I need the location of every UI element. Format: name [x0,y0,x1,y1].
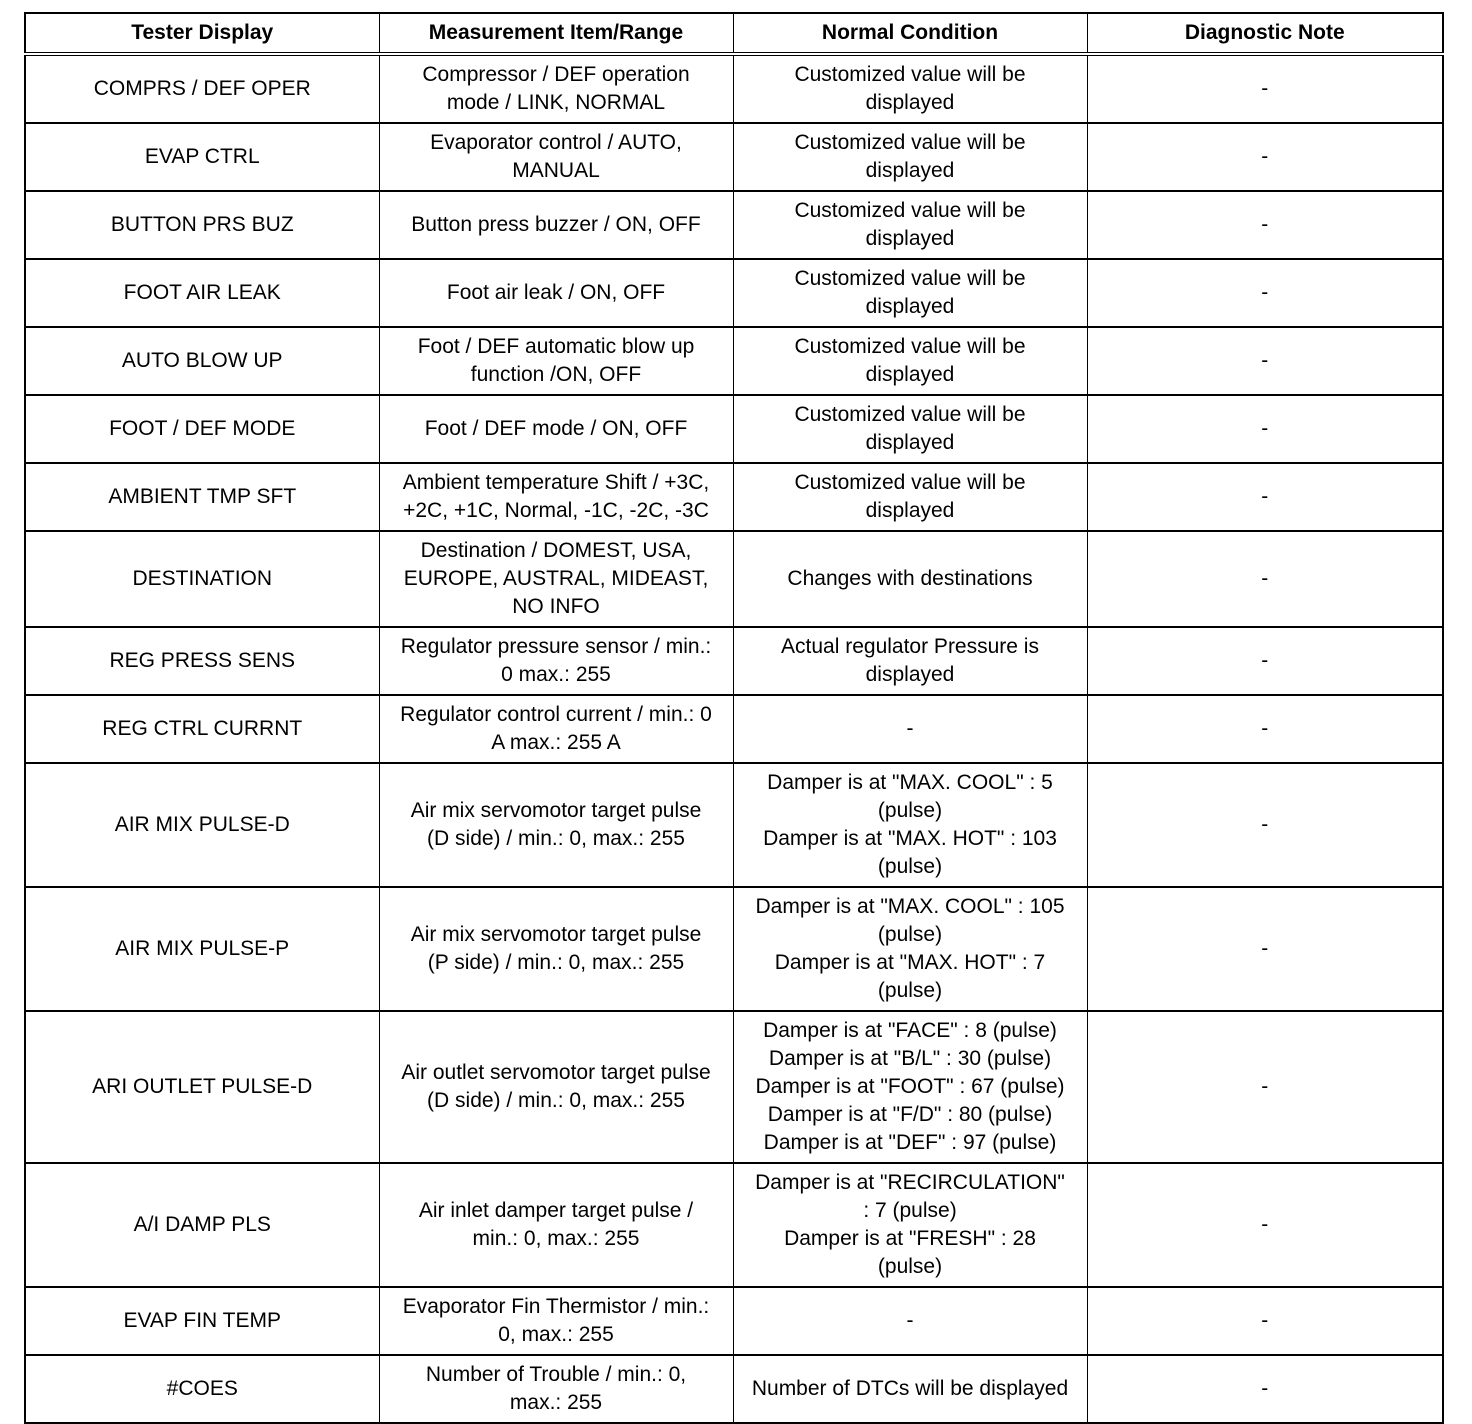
cell-measurement: Compressor / DEF operation mode / LINK, NORMAL [379,54,733,123]
table-row [25,1163,1443,1287]
cell-measurement: Number of Trouble / min.: 0, max.: 255 [379,1355,733,1423]
table-row [25,627,1443,695]
cell-diagnostic-note: - [1087,1355,1443,1423]
cell-tester-display: AUTO BLOW UP [25,327,379,395]
cell-tester-display: AIR MIX PULSE-P [25,887,379,1011]
cell-tester-display: FOOT AIR LEAK [25,259,379,327]
cell-measurement: Destination / DOMEST, USA, EUROPE, AUSTRAL, MIDEAST, NO INFO [379,531,733,627]
table-row [25,763,1443,887]
cell-measurement: Foot air leak / ON, OFF [379,259,733,327]
cell-normal-condition: Customized value will be displayed [733,123,1087,191]
cell-tester-display: BUTTON PRS BUZ [25,191,379,259]
cell-measurement: Evaporator Fin Thermistor / min.: 0, max.: 255 [379,1287,733,1355]
cell-normal-condition: Damper is at "RECIRCULATION" : 7 (pulse) Damper is at "FRESH" : 28 (pulse) [733,1163,1087,1287]
cell-diagnostic-note: - [1087,1011,1443,1163]
cell-normal-condition: Damper is at "MAX. COOL" : 5 (pulse) Damper is at "MAX. HOT" : 103 (pulse) [733,763,1087,887]
header-diagnostic-note: Diagnostic Note [1087,13,1443,54]
header-normal-condition: Normal Condition [733,13,1087,54]
cell-normal-condition: Customized value will be displayed [733,54,1087,123]
cell-diagnostic-note: - [1087,463,1443,531]
header-measurement: Measurement Item/Range [379,13,733,54]
cell-normal-condition: Customized value will be displayed [733,327,1087,395]
cell-normal-condition: Customized value will be displayed [733,191,1087,259]
tester-data-table [24,12,1444,1424]
table-header-row [25,13,1443,54]
cell-diagnostic-note: - [1087,531,1443,627]
cell-measurement: Regulator control current / min.: 0 A max.: 255 A [379,695,733,763]
spec-table-container [24,12,1442,1424]
cell-measurement: Air mix servomotor target pulse (D side) / min.: 0, max.: 255 [379,763,733,887]
table-row [25,887,1443,1011]
table-row [25,327,1443,395]
cell-diagnostic-note: - [1087,887,1443,1011]
cell-measurement: Foot / DEF automatic blow up function /ON, OFF [379,327,733,395]
cell-diagnostic-note: - [1087,1163,1443,1287]
cell-normal-condition: Customized value will be displayed [733,395,1087,463]
cell-tester-display: AMBIENT TMP SFT [25,463,379,531]
cell-measurement: Foot / DEF mode / ON, OFF [379,395,733,463]
cell-tester-display: DESTINATION [25,531,379,627]
cell-diagnostic-note: - [1087,1287,1443,1355]
cell-measurement: Ambient temperature Shift / +3C, +2C, +1C, Normal, -1C, -2C, -3C [379,463,733,531]
cell-normal-condition: - [733,695,1087,763]
cell-tester-display: #COES [25,1355,379,1423]
cell-diagnostic-note: - [1087,123,1443,191]
table-row [25,531,1443,627]
cell-tester-display: AIR MIX PULSE-D [25,763,379,887]
cell-diagnostic-note: - [1087,763,1443,887]
cell-normal-condition: Damper is at "MAX. COOL" : 105 (pulse) Damper is at "MAX. HOT" : 7 (pulse) [733,887,1087,1011]
cell-measurement: Air outlet servomotor target pulse (D side) / min.: 0, max.: 255 [379,1011,733,1163]
cell-measurement: Evaporator control / AUTO, MANUAL [379,123,733,191]
cell-tester-display: FOOT / DEF MODE [25,395,379,463]
cell-tester-display: ARI OUTLET PULSE-D [25,1011,379,1163]
table-row [25,54,1443,123]
cell-tester-display: EVAP FIN TEMP [25,1287,379,1355]
cell-normal-condition: Changes with destinations [733,531,1087,627]
cell-diagnostic-note: - [1087,54,1443,123]
cell-normal-condition: Actual regulator Pressure is displayed [733,627,1087,695]
table-row [25,1355,1443,1423]
table-row [25,1011,1443,1163]
cell-tester-display: A/I DAMP PLS [25,1163,379,1287]
cell-normal-condition: Damper is at "FACE" : 8 (pulse) Damper is at "B/L" : 30 (pulse) Damper is at "FOOT" : 67 (pulse) Damper is at "F/D" : 80 (pulse) Damper is at "DEF" : 97 (pulse) [733,1011,1087,1163]
table-row [25,259,1443,327]
table-row [25,191,1443,259]
table-row [25,123,1443,191]
cell-diagnostic-note: - [1087,259,1443,327]
cell-normal-condition: Customized value will be displayed [733,259,1087,327]
cell-measurement: Button press buzzer / ON, OFF [379,191,733,259]
cell-diagnostic-note: - [1087,395,1443,463]
cell-normal-condition: - [733,1287,1087,1355]
cell-diagnostic-note: - [1087,327,1443,395]
cell-tester-display: REG CTRL CURRNT [25,695,379,763]
table-row [25,1287,1443,1355]
cell-tester-display: EVAP CTRL [25,123,379,191]
cell-tester-display: REG PRESS SENS [25,627,379,695]
cell-diagnostic-note: - [1087,695,1443,763]
cell-normal-condition: Number of DTCs will be displayed [733,1355,1087,1423]
cell-tester-display: COMPRS / DEF OPER [25,54,379,123]
table-row [25,395,1443,463]
table-row [25,463,1443,531]
cell-measurement: Regulator pressure sensor / min.: 0 max.: 255 [379,627,733,695]
cell-measurement: Air inlet damper target pulse / min.: 0, max.: 255 [379,1163,733,1287]
table-row [25,695,1443,763]
header-tester-display: Tester Display [25,13,379,54]
cell-normal-condition: Customized value will be displayed [733,463,1087,531]
cell-diagnostic-note: - [1087,627,1443,695]
cell-measurement: Air mix servomotor target pulse (P side) / min.: 0, max.: 255 [379,887,733,1011]
cell-diagnostic-note: - [1087,191,1443,259]
